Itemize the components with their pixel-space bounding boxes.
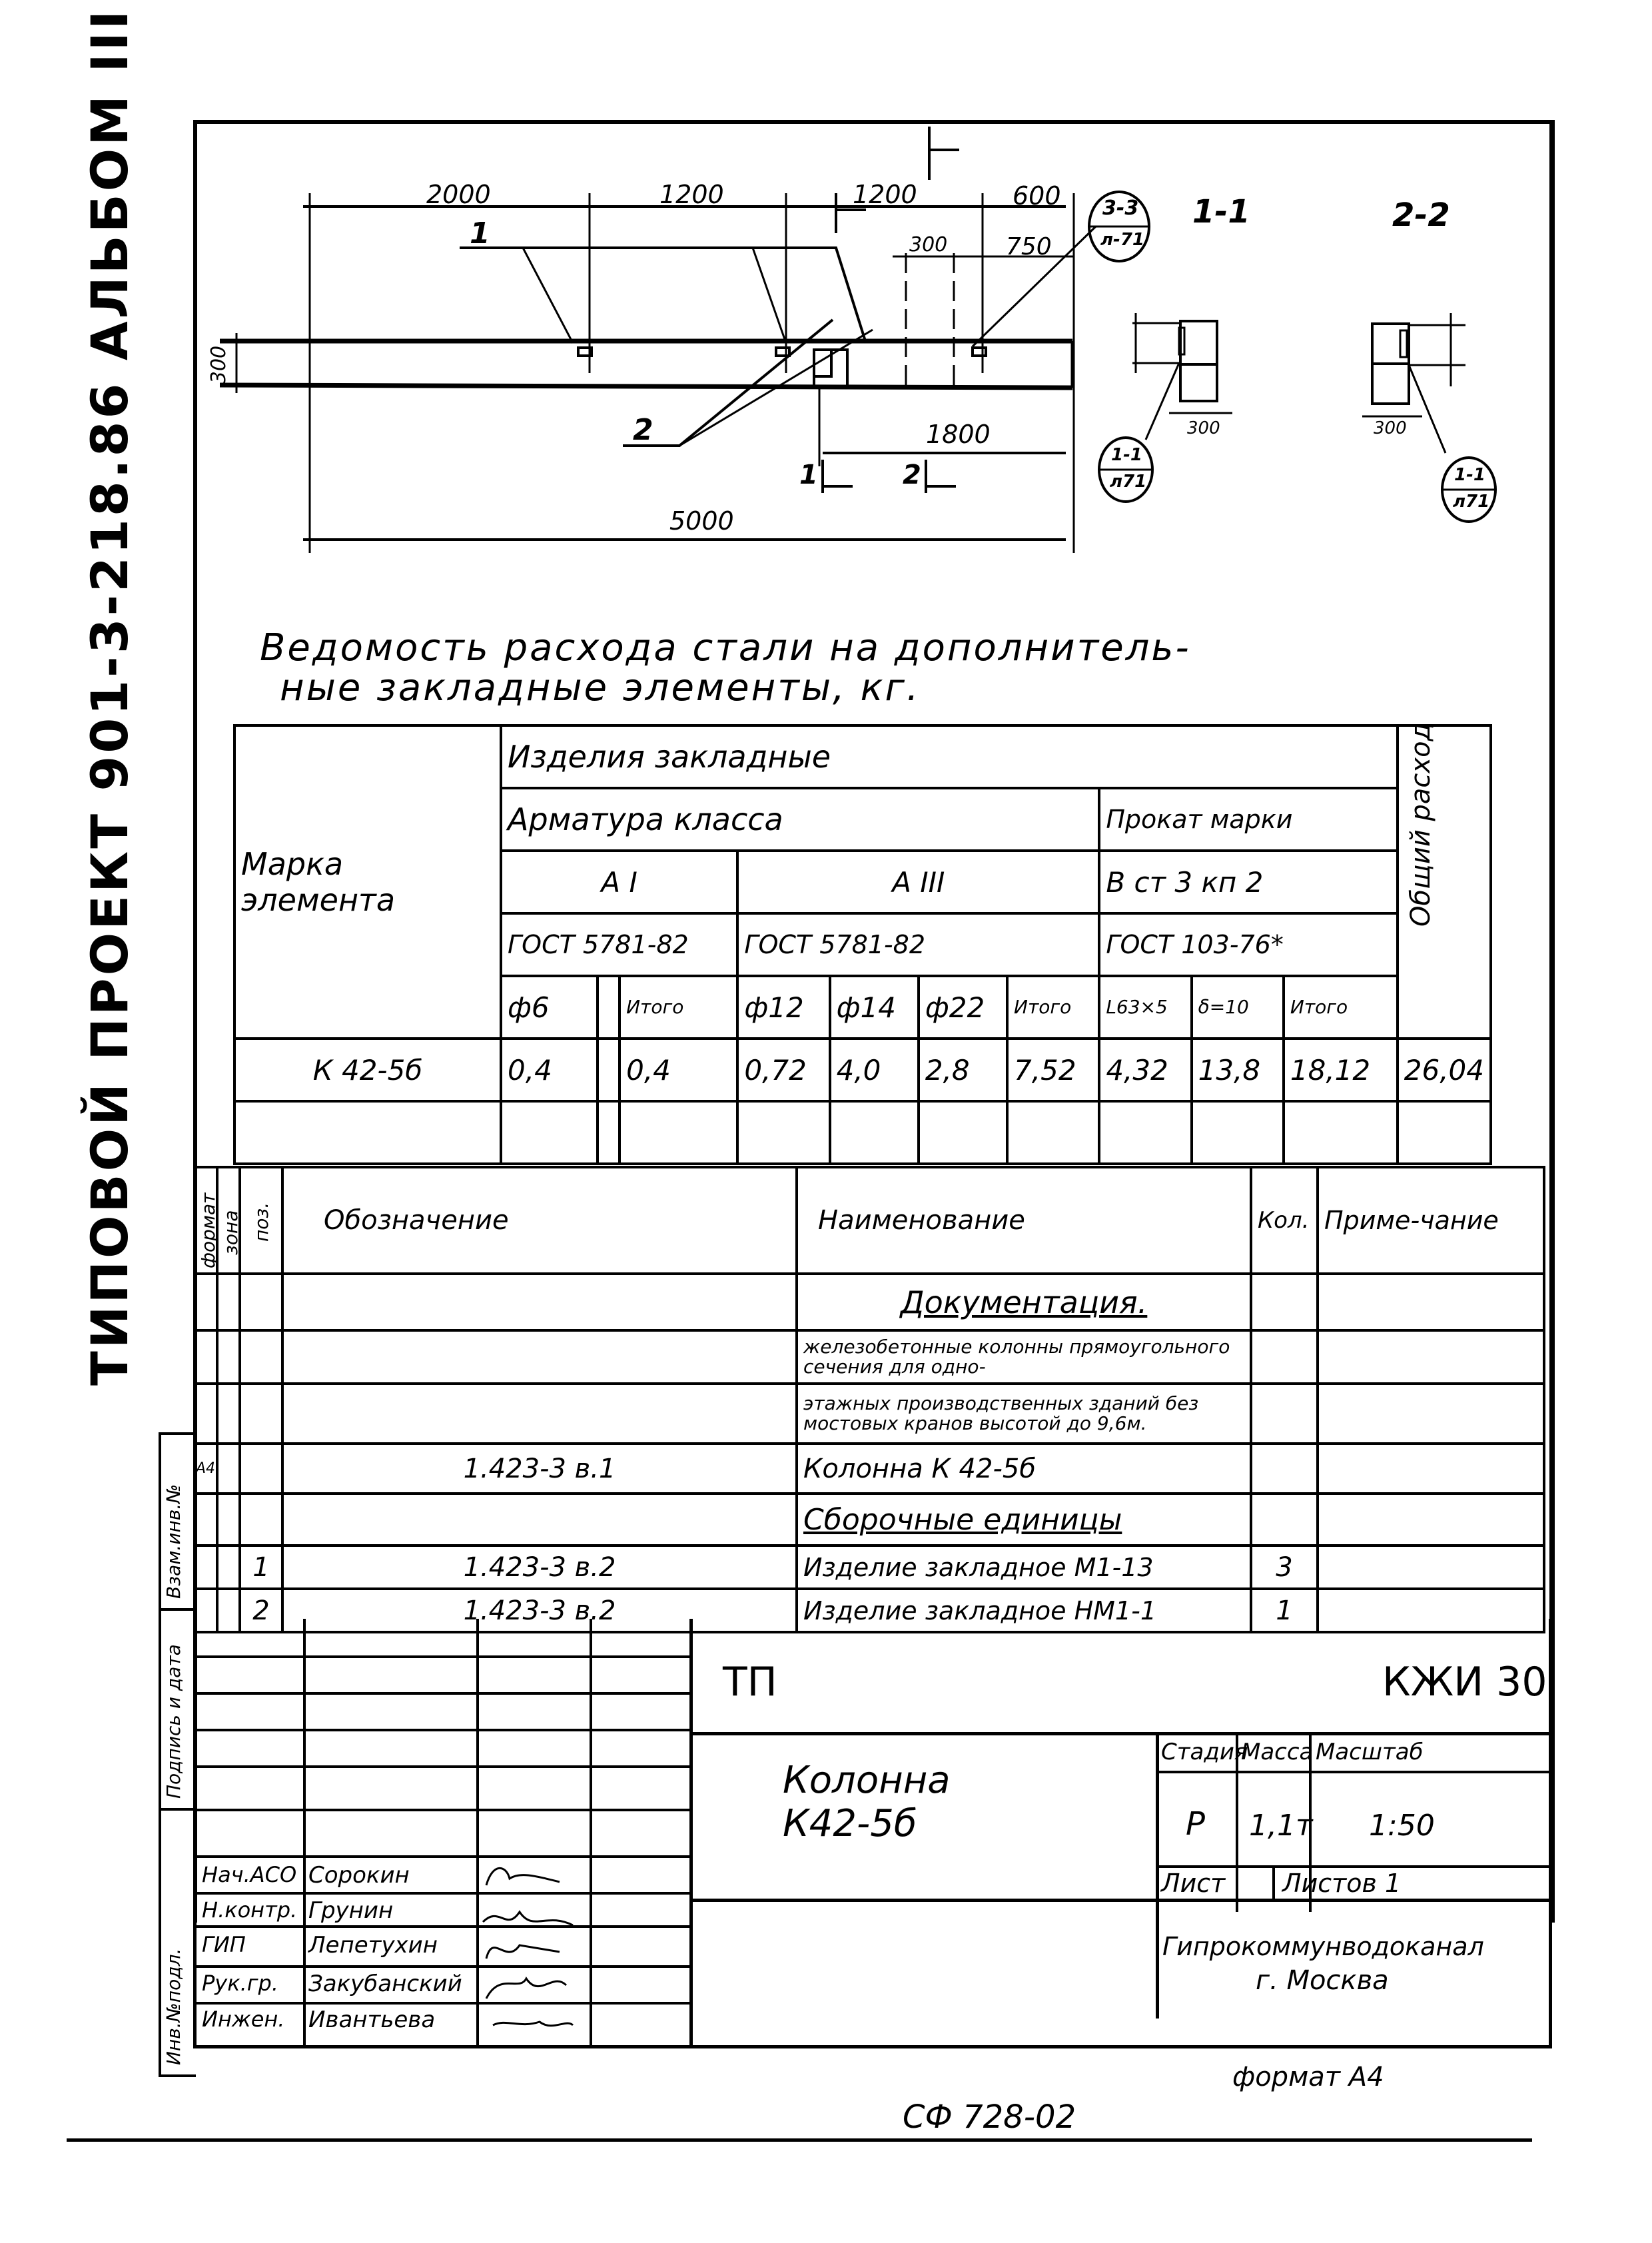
steel-table (233, 724, 1492, 1165)
header-pos: поз. (240, 1167, 282, 1274)
header-total: Общий расход (1398, 725, 1491, 1039)
spec-row-name: Изделие закладное НМ1-1 (797, 1589, 1251, 1632)
ref-2-2-bottom: л71 (1453, 492, 1490, 512)
cell-mark: К 42-5б (234, 1039, 501, 1101)
section-2-2-dim-300: 300 (1374, 418, 1407, 438)
column-drawing (0, 0, 1652, 640)
spec-row-qty: 3 (1251, 1546, 1318, 1589)
cell: 4,32 (1099, 1039, 1191, 1101)
code-tp: ТП (723, 1659, 777, 1705)
dim-height-300: 300 (207, 345, 231, 384)
ref-3-3-bottom: л-71 (1100, 230, 1145, 250)
col-header (598, 976, 620, 1039)
spec-row-name: Изделие закладное М1-13 (797, 1546, 1251, 1589)
signatures-scribbles (480, 1859, 586, 2038)
ref-3-3-top: 3-3 (1102, 197, 1139, 220)
cell: 4,0 (830, 1039, 919, 1101)
steel-table-title-2: ные закладные элементы, кг. (280, 666, 921, 709)
title-block (193, 1619, 1552, 2048)
header-zone: зона (217, 1167, 240, 1274)
cell-total: 26,04 (1398, 1039, 1491, 1101)
scale-label: Масштаб (1316, 1739, 1424, 1765)
spec-row (195, 1494, 1544, 1546)
steel-table-title-1: Ведомость расхода стали на дополнитель- (260, 626, 1191, 670)
spec-row (195, 1330, 1544, 1384)
code-kzhi: КЖИ 30 (1382, 1659, 1547, 1705)
sheets-count: Листов 1 (1282, 1869, 1402, 1898)
org-name: Гипрокоммунводоканал (1162, 1932, 1484, 1961)
header-mark: Марка элемента (234, 725, 501, 1039)
stage-value: Р (1186, 1805, 1205, 1843)
mass-label: Масса (1241, 1739, 1314, 1765)
col-header: Итого (620, 976, 737, 1039)
sig-role-1: Нач.АСО (202, 1862, 297, 1887)
footer-code: СФ 728-02 (903, 2098, 1076, 2136)
ref-1-1-top: 1-1 (1111, 445, 1142, 465)
sig-role-3: ГИП (202, 1932, 246, 1957)
stage-label: Стадия (1161, 1739, 1248, 1765)
margin-label-signature-date: Подпись и дата (163, 1644, 185, 1799)
header-ai: А I (501, 851, 737, 913)
scale-value: 1:50 (1369, 1809, 1435, 1843)
table-row (234, 1101, 1491, 1164)
section-2-2-title: 2-2 (1392, 197, 1450, 234)
table-row (234, 1039, 1491, 1101)
spec-row-designation: 1.423-3 в.2 (282, 1589, 797, 1632)
header-note: Приме-чание (1318, 1167, 1544, 1274)
spec-row-designation: 1.423-3 в.1 (282, 1444, 797, 1494)
sig-name-3: Лепетухин (308, 1932, 438, 1959)
spec-row (195, 1444, 1544, 1494)
col-header: ф6 (501, 976, 598, 1039)
cell: 0,72 (737, 1039, 829, 1101)
sig-name-1: Сорокин (308, 1862, 410, 1889)
header-rebar-class: Арматура класса (501, 788, 1099, 851)
header-gost-1: ГОСТ 5781-82 (501, 913, 737, 976)
header-format: формат (195, 1167, 217, 1274)
sig-role-5: Инжен. (202, 2007, 285, 2032)
header-qty: Кол. (1251, 1167, 1318, 1274)
cell: 2,8 (919, 1039, 1007, 1101)
spec-row-pos: 1 (240, 1546, 282, 1589)
drawing-title-2: К42-5б (783, 1802, 917, 1845)
section-mark-1: 1 (799, 460, 818, 490)
header-name: Наименование (797, 1167, 1251, 1274)
sheet-label: Лист (1161, 1869, 1226, 1898)
col-header: δ=10 (1192, 976, 1284, 1039)
cell: 0,4 (501, 1039, 598, 1101)
spec-row (195, 1546, 1544, 1589)
drawing-title-1: Колонна (783, 1759, 951, 1802)
spec-row-name: железобетонные колонны прямоугольного сечения для одно- (797, 1330, 1251, 1384)
col-header: ф12 (737, 976, 829, 1039)
margin-label-replace-inv: Взам.инв.№ (163, 1484, 185, 1599)
ref-1-1-bottom: л71 (1110, 472, 1147, 492)
spec-row-name: Сборочные единицы (797, 1494, 1251, 1546)
dim-300: 300 (909, 233, 948, 256)
org-city: г. Москва (1256, 1965, 1389, 1996)
dim-2000: 2000 (426, 180, 491, 209)
format-note: формат А4 (1232, 2062, 1384, 2092)
spec-row-name: этажных производственных зданий без мостовых кранов высотой до 9,6м. (797, 1384, 1251, 1444)
header-gost-2: ГОСТ 5781-82 (737, 913, 1099, 976)
dim-600: 600 (1013, 181, 1061, 211)
spec-row (195, 1384, 1544, 1444)
cell (598, 1039, 620, 1101)
col-header: ф14 (830, 976, 919, 1039)
album-stamp: ТИПОВОЙ ПРОЕКТ 901-3-218.86 АЛЬБОМ III (80, 7, 139, 1386)
dim-1200-a: 1200 (659, 180, 724, 209)
header-rolled-grade: Прокат марки (1099, 788, 1397, 851)
col-header: L63×5 (1099, 976, 1191, 1039)
section-1-1-dim-300: 300 (1187, 418, 1220, 438)
margin-label-inv-original: Инв.№подл. (163, 1948, 185, 2065)
section-mark-2: 2 (903, 460, 921, 490)
header-vst: В ст 3 кп 2 (1099, 851, 1397, 913)
col-header: ф22 (919, 976, 1007, 1039)
sig-name-5: Ивантьева (308, 2007, 436, 2033)
cell: 18,12 (1284, 1039, 1398, 1101)
col-header: Итого (1007, 976, 1099, 1039)
spec-row-qty: 1 (1251, 1589, 1318, 1632)
spec-row-designation: 1.423-3 в.2 (282, 1546, 797, 1589)
bottom-line (67, 2138, 1532, 2142)
col-header: Итого (1284, 976, 1398, 1039)
sig-role-2: Н.контр. (202, 1897, 298, 1923)
callout-2: 2 (633, 413, 653, 447)
dim-1800: 1800 (926, 420, 991, 449)
spec-row-pos: 2 (240, 1589, 282, 1632)
spec-row-name: Документация. (797, 1274, 1251, 1330)
mass-value: 1,1т (1249, 1809, 1313, 1843)
header-group: Изделия закладные (501, 725, 1398, 788)
ref-2-2-top: 1-1 (1454, 465, 1485, 485)
cell: 0,4 (620, 1039, 737, 1101)
header-aiii: А III (737, 851, 1099, 913)
sig-name-4: Закубанский (308, 1971, 462, 1997)
section-1-1-title: 1-1 (1192, 193, 1250, 230)
cell: 7,52 (1007, 1039, 1099, 1101)
cell: 13,8 (1192, 1039, 1284, 1101)
sig-name-2: Грунин (308, 1897, 394, 1924)
header-designation: Обозначение (282, 1167, 797, 1274)
sig-role-4: Рук.гр. (202, 1971, 279, 1996)
callout-1: 1 (470, 217, 490, 250)
dim-1200-b: 1200 (853, 180, 917, 209)
spec-row-name: Колонна К 42-5б (797, 1444, 1251, 1494)
header-gost-3: ГОСТ 103-76* (1099, 913, 1397, 976)
spec-row-format: А4 (195, 1444, 217, 1494)
spec-row (195, 1274, 1544, 1330)
dim-750: 750 (1006, 233, 1052, 260)
dim-5000: 5000 (669, 506, 734, 536)
spec-table (193, 1166, 1545, 1633)
